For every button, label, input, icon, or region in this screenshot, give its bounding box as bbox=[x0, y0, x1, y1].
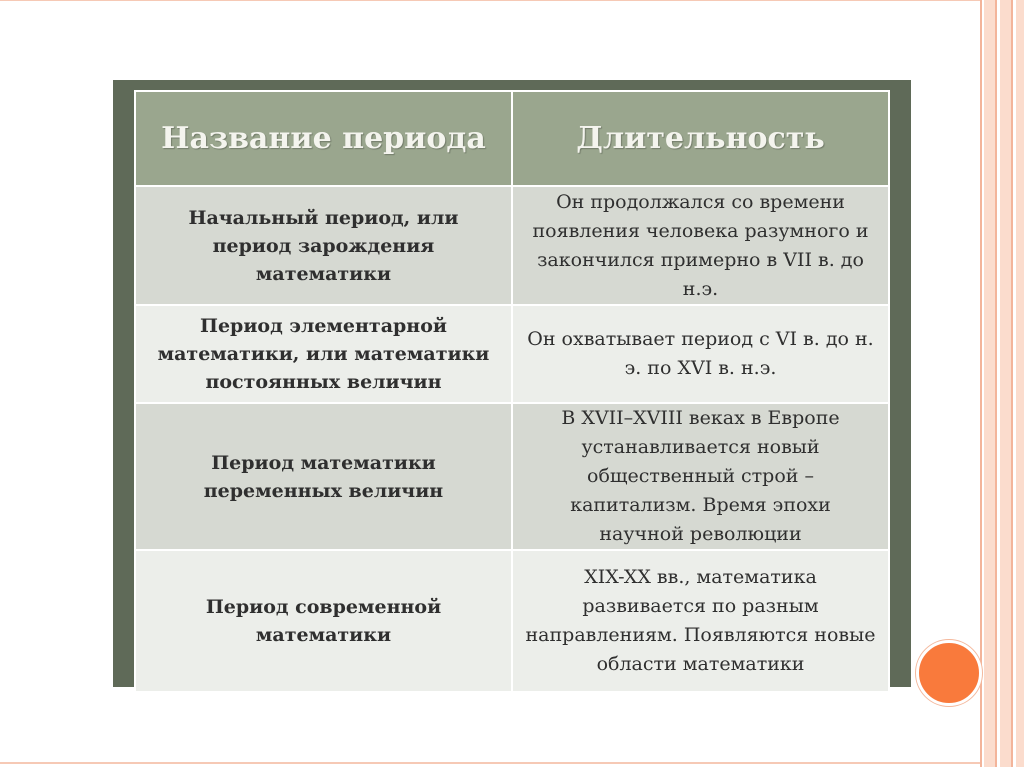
table-row bbox=[135, 186, 889, 305]
decorative-stripe bbox=[980, 0, 982, 767]
decorative-stripe bbox=[1016, 0, 1024, 767]
period-name-cell: Период математики переменных величин bbox=[135, 403, 512, 550]
period-name-cell: Период элементарной математики, или математики постоянных величин bbox=[135, 305, 512, 403]
period-duration-cell: Он продолжался со времени появления человека разумного и закончился примерно в VII в. до н.э. bbox=[512, 186, 889, 305]
header-duration: Длительность bbox=[512, 91, 889, 186]
decorative-stripe bbox=[995, 0, 997, 767]
slide-bottom-border bbox=[0, 762, 980, 764]
decorative-circle bbox=[916, 640, 982, 706]
table-row bbox=[135, 305, 889, 403]
period-name-cell: Начальный период, или период зарождения математики bbox=[135, 186, 512, 305]
table-row bbox=[135, 403, 889, 550]
slide-top-border bbox=[0, 0, 980, 1]
periods-table bbox=[134, 90, 890, 693]
period-duration-cell: Он охватывает период с VI в. до н. э. по XVI в. н.э. bbox=[512, 305, 889, 403]
decorative-stripe bbox=[1011, 0, 1013, 767]
period-duration-cell: В XVII–XVIII веках в Европе устанавливается новый общественный строй – капитализм. Время эпохи научной революции bbox=[512, 403, 889, 550]
table-row bbox=[135, 550, 889, 692]
table-header-row bbox=[135, 91, 889, 186]
period-duration-cell: XIX-XX вв., математика развивается по разным направлениям. Появляются новые области математики bbox=[512, 550, 889, 692]
decorative-stripe bbox=[984, 0, 995, 767]
header-period-name: Название периода bbox=[135, 91, 512, 186]
period-name-cell: Период современной математики bbox=[135, 550, 512, 692]
decorative-stripe bbox=[1000, 0, 1011, 767]
